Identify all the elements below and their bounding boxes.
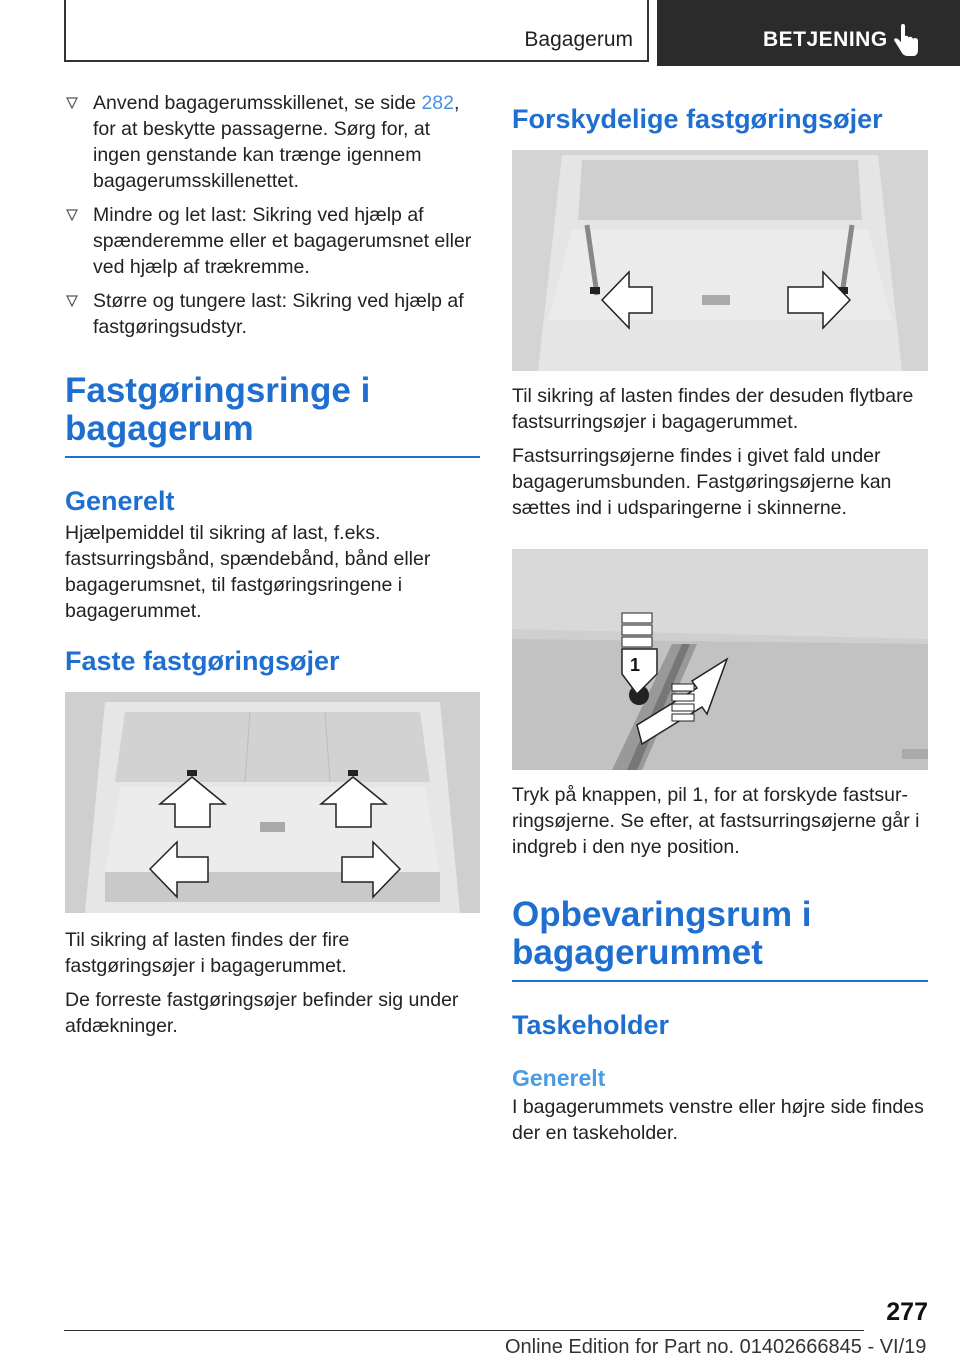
- paragraph: I bagagerummets venstre eller højre side findes der en taskeholder.: [512, 1096, 924, 1144]
- subheading-faste: Faste fastgøringsøjer: [65, 646, 340, 676]
- subheading-generelt: Generelt: [65, 486, 175, 516]
- section-heading: Fastgøringsringe i bagagerum: [65, 371, 371, 448]
- bullet-text: , for at beskytte passagerne. Sørg for, at ingen genstande kan trænge igennem bagagerumsskillenettet.: [93, 92, 460, 192]
- section-fastgoringsringe: [65, 372, 480, 458]
- paragraph: Fastsurringsøjerne findes i givet fald under bagagerumsbunden. Fastgøringsøjerne kan sættes ind i udsparingerne i skinnerne.: [512, 445, 892, 519]
- heading-rule: [512, 980, 928, 982]
- paragraph: De forreste fastgøringsøjer befinder sig under afdækninger.: [65, 989, 459, 1037]
- footer-rule: [64, 1330, 864, 1331]
- section-opbevaringsrum: [512, 896, 928, 982]
- list-item: [65, 288, 480, 340]
- bullet-text: Anvend bagagerumsskillenet, se side: [93, 92, 422, 114]
- section-title: Bagagerum: [524, 28, 633, 51]
- trunk-illustration: [65, 692, 480, 913]
- triangle-bullet-icon: [66, 97, 78, 109]
- list-item: [65, 202, 480, 280]
- subheading-taskeholder: Taskeholder: [512, 1010, 670, 1040]
- triangle-bullet-icon: [66, 209, 78, 221]
- section-heading: Opbevaringsrum i bagagerummet: [512, 895, 812, 972]
- header-chapter-box: [657, 0, 960, 66]
- left-column: [65, 90, 480, 1039]
- trunk-image-sliding-eyes: [512, 150, 928, 371]
- rail-detail-image: [512, 549, 928, 770]
- trunk-image-fixed-eyes: [65, 692, 480, 913]
- rail-detail-illustration: [512, 549, 928, 770]
- paragraph: Til sikring af lasten findes der desuden flytbare fastsurringsøjer i bagagerummet.: [512, 385, 914, 433]
- page-header: [0, 0, 960, 66]
- page-number: 277: [886, 1298, 928, 1326]
- page-link[interactable]: 282: [421, 92, 454, 114]
- paragraph: Tryk på knappen, pil 1, for at forskyde fastsurringsøjerne. Se efter, at fastsurringsøjerne går i indgreb i den nye position.: [512, 784, 920, 858]
- bullet-list: [65, 90, 480, 340]
- bullet-text: Større og tungere last: Sikring ved hjælp af fastgøringsudstyr.: [93, 290, 464, 338]
- callout-label: 1: [630, 655, 641, 675]
- subheading-forskydelige: Forskydelige fastgøringsøjer: [512, 104, 883, 134]
- chapter-title: BETJENING: [763, 28, 888, 51]
- heading-rule: [65, 456, 480, 458]
- bullet-text: Mindre og let last: Sikring ved hjælp af spænderemme eller et bagagerumsnet eller ved hjælp af trækremme.: [93, 204, 472, 278]
- right-column: [512, 90, 928, 1146]
- edition-note: Online Edition for Part no. 01402666845 - VI/19: [505, 1336, 927, 1358]
- paragraph: Til sikring af lasten findes der fire fastgøringsøjer i bagagerummet.: [65, 929, 350, 977]
- pointing-hand-icon: [893, 24, 919, 58]
- header-section-box: [64, 0, 649, 62]
- triangle-bullet-icon: [66, 295, 78, 307]
- list-item: [65, 90, 480, 194]
- trunk-rails-illustration: [512, 150, 928, 371]
- paragraph: Hjælpemiddel til sikring af last, f.eks. fastsurringsbånd, spændebånd, bånd eller bagagerumsnet, til fastgøringsringene i bagagerummet.: [65, 522, 431, 622]
- subsubheading-generelt: Generelt: [512, 1065, 606, 1091]
